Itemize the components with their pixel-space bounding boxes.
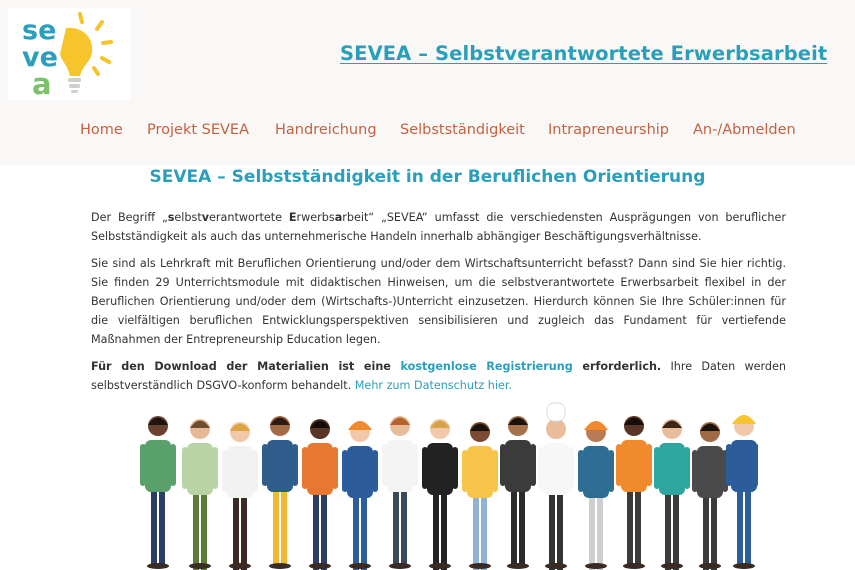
worker-shoes <box>429 563 451 569</box>
worker-leg <box>281 486 287 568</box>
worker-head <box>546 419 566 439</box>
worker-arm <box>262 444 268 486</box>
worker-torso <box>583 446 609 498</box>
site-header <box>0 0 855 165</box>
worker-hair <box>230 424 250 432</box>
worker-shoes <box>269 563 291 569</box>
worker-shoes <box>147 563 169 569</box>
privacy-text: Ihre Daten werden selbstverständlich DSGVO-konform behandelt. <box>91 360 786 392</box>
worker-leg <box>313 489 319 570</box>
term-initial-a: a <box>334 211 343 224</box>
worker-torso <box>697 446 723 498</box>
worker-torso <box>307 443 333 495</box>
term-part: „ <box>161 211 168 224</box>
logo-letters-se: se <box>22 15 57 46</box>
worker-leg <box>635 486 641 568</box>
worker-torso <box>267 440 293 492</box>
worker-leg <box>193 489 199 570</box>
privacy-link[interactable]: Mehr zum Datenschutz hier. <box>354 379 512 392</box>
diverse-professions-illustration-icon <box>128 398 758 570</box>
logo-letter-a: a <box>32 67 52 100</box>
worker-arm <box>578 450 584 492</box>
worker-shoes <box>661 563 683 569</box>
worker-arm <box>608 450 614 492</box>
worker-leg <box>151 486 157 568</box>
worker-arm <box>500 444 506 486</box>
worker-arm <box>646 444 652 486</box>
worker-hair <box>624 418 644 426</box>
worker-torso <box>467 446 493 498</box>
nav-item-projekt-sevea[interactable]: Projekt SEVEA <box>147 122 250 138</box>
intro-rest-text: „SEVEA“ umfasst die verschiedensten Ausprägungen von beruflicher Selbstständigkeit als auch das unternehmerische Handeln innerhalb abhängiger Beschäftigungsverhältnisse. <box>91 211 786 243</box>
nav-item-an-abmelden[interactable]: An-/Abmelden <box>693 122 796 138</box>
registration-bold-text-end: erforderlich. <box>572 360 662 373</box>
worker-shoes <box>389 563 411 569</box>
worker-leg <box>273 486 279 568</box>
nav-item-handreichung[interactable]: Handreichung <box>275 122 377 138</box>
worker-arm <box>412 444 418 486</box>
term-initial-v: v <box>201 211 210 224</box>
professions-illustration <box>128 398 758 570</box>
worker-shoes <box>189 563 211 569</box>
worker-shoes <box>229 563 251 569</box>
worker-torso <box>659 443 685 495</box>
worker-shoes <box>469 563 491 569</box>
worker-arm <box>462 450 468 492</box>
worker-arm <box>342 450 348 492</box>
worker-arm <box>726 444 732 486</box>
page-title: SEVEA – Selbstständigkeit in der Beruflichen Orientierung <box>149 167 706 187</box>
worker-leg <box>473 492 479 570</box>
sevea-logo[interactable] <box>8 8 130 100</box>
worker-arm <box>692 450 698 492</box>
main-navigation <box>0 122 855 144</box>
worker-leg <box>233 492 239 570</box>
worker-torso <box>145 440 171 492</box>
worker-leg <box>627 486 633 568</box>
chef-hat <box>547 403 565 421</box>
worker-hair <box>390 418 410 426</box>
worker-leg <box>321 489 327 570</box>
worker-hair <box>148 418 168 426</box>
worker-shoes <box>699 563 721 569</box>
worker-leg <box>665 489 671 570</box>
worker-leg <box>433 489 439 570</box>
nav-item-home[interactable]: Home <box>80 122 123 138</box>
worker-arm <box>452 447 458 489</box>
worker-leg <box>441 489 447 570</box>
worker-shoes <box>507 563 529 569</box>
worker-leg <box>557 489 563 570</box>
worker-leg <box>511 486 517 568</box>
worker-hair <box>662 421 682 429</box>
worker-arm <box>140 444 146 486</box>
registration-link[interactable]: kostgenlose Registrierung <box>400 360 573 373</box>
worker-arm <box>616 444 622 486</box>
term-part: rbeit“ <box>342 211 375 224</box>
registration-paragraph <box>91 357 786 395</box>
worker-arm <box>756 444 758 486</box>
teacher-paragraph: Sie sind als Lehrkraft mit Beruflichen Orientierung und/oder dem Wirtschaftsunterricht befasst? Dann sind Sie hier richtig. Sie finden 29 Unterrichtsmodule mit didaktischen Hinweisen, um die selbstverantwortete Erwerbsarbeit flexibel in der Beruflichen Orientierung und/oder dem (Wirtschafts-)Unterricht einzusetzen. Hierdurch können Sie Ihre Schüler:innen für die vielfältigen beruflichen Entwicklungsperspektiven sensibilisieren und zugleich das Fundament für vertiefende Maßnahmen der Entrepreneurship Education legen. <box>91 257 786 346</box>
worker-leg <box>519 486 525 568</box>
worker-arm <box>212 447 218 489</box>
worker-leg <box>673 489 679 570</box>
worker-torso <box>187 443 213 495</box>
worker-arm <box>654 447 660 489</box>
worker-leg <box>481 492 487 570</box>
worker-leg <box>745 486 751 568</box>
worker-leg <box>401 486 407 568</box>
term-initial-e: E <box>288 211 297 224</box>
hard-hat <box>732 415 756 424</box>
term-part: erantwortete <box>209 211 289 224</box>
worker-arm <box>492 450 498 492</box>
worker-leg <box>361 492 367 570</box>
worker-leg <box>241 492 247 570</box>
worker-leg <box>711 492 717 570</box>
worker-torso <box>387 440 413 492</box>
worker-arm <box>332 447 338 489</box>
worker-hair <box>508 418 528 426</box>
intro-lead-text: Der Begriff <box>91 211 162 224</box>
worker-hair <box>190 421 210 429</box>
worker-torso <box>621 440 647 492</box>
worker-arm <box>222 450 228 492</box>
worker-leg <box>597 492 603 570</box>
worker-leg <box>393 486 399 568</box>
hard-hat <box>584 421 608 430</box>
worker-leg <box>737 486 743 568</box>
worker-arm <box>170 444 176 486</box>
worker-shoes <box>545 563 567 569</box>
worker-shoes <box>349 563 371 569</box>
worker-arm <box>684 447 690 489</box>
worker-torso <box>347 446 373 498</box>
registration-bold-text: Für den Download der Materialien ist eine <box>91 360 401 373</box>
worker-leg <box>703 492 709 570</box>
worker-torso <box>731 440 757 492</box>
worker-shoes <box>585 563 607 569</box>
worker-arm <box>568 447 574 489</box>
nav-item-intrapreneurship[interactable]: Intrapreneurship <box>548 122 670 138</box>
worker-hair <box>470 424 490 432</box>
logo-letters-ve: ve <box>22 42 58 73</box>
worker-shoes <box>309 563 331 569</box>
intro-paragraph <box>91 208 786 246</box>
nav-item-selbststaendigkeit[interactable]: Selbstständigkeit <box>400 122 525 138</box>
worker-torso <box>427 443 453 495</box>
worker-arm <box>252 450 258 492</box>
worker-torso <box>543 443 569 495</box>
worker-arm <box>292 444 298 486</box>
hard-hat <box>348 421 372 430</box>
worker-arm <box>422 447 428 489</box>
worker-leg <box>159 486 165 568</box>
worker-torso <box>227 446 253 498</box>
worker-arm <box>382 444 388 486</box>
term-part: elbst <box>174 211 202 224</box>
worker-hair <box>310 421 330 429</box>
site-title-link[interactable]: SEVEA – Selbstverantwortete Erwerbsarbeit <box>340 42 828 65</box>
worker-arm <box>372 450 378 492</box>
worker-leg <box>549 489 555 570</box>
worker-hair <box>430 421 450 429</box>
worker-leg <box>353 492 359 570</box>
worker-arm <box>182 447 188 489</box>
worker-hair <box>270 418 290 426</box>
sevea-logo-icon <box>8 8 130 100</box>
main-content <box>91 208 786 403</box>
term-initial-s: s <box>167 211 175 224</box>
worker-hair <box>700 424 720 432</box>
worker-arm <box>302 447 308 489</box>
worker-arm <box>530 444 536 486</box>
worker-leg <box>589 492 595 570</box>
worker-torso <box>505 440 531 492</box>
worker-shoes <box>733 563 755 569</box>
worker-shoes <box>623 563 645 569</box>
term-part: rwerbs <box>296 211 335 224</box>
worker-leg <box>201 489 207 570</box>
worker-arm <box>538 447 544 489</box>
